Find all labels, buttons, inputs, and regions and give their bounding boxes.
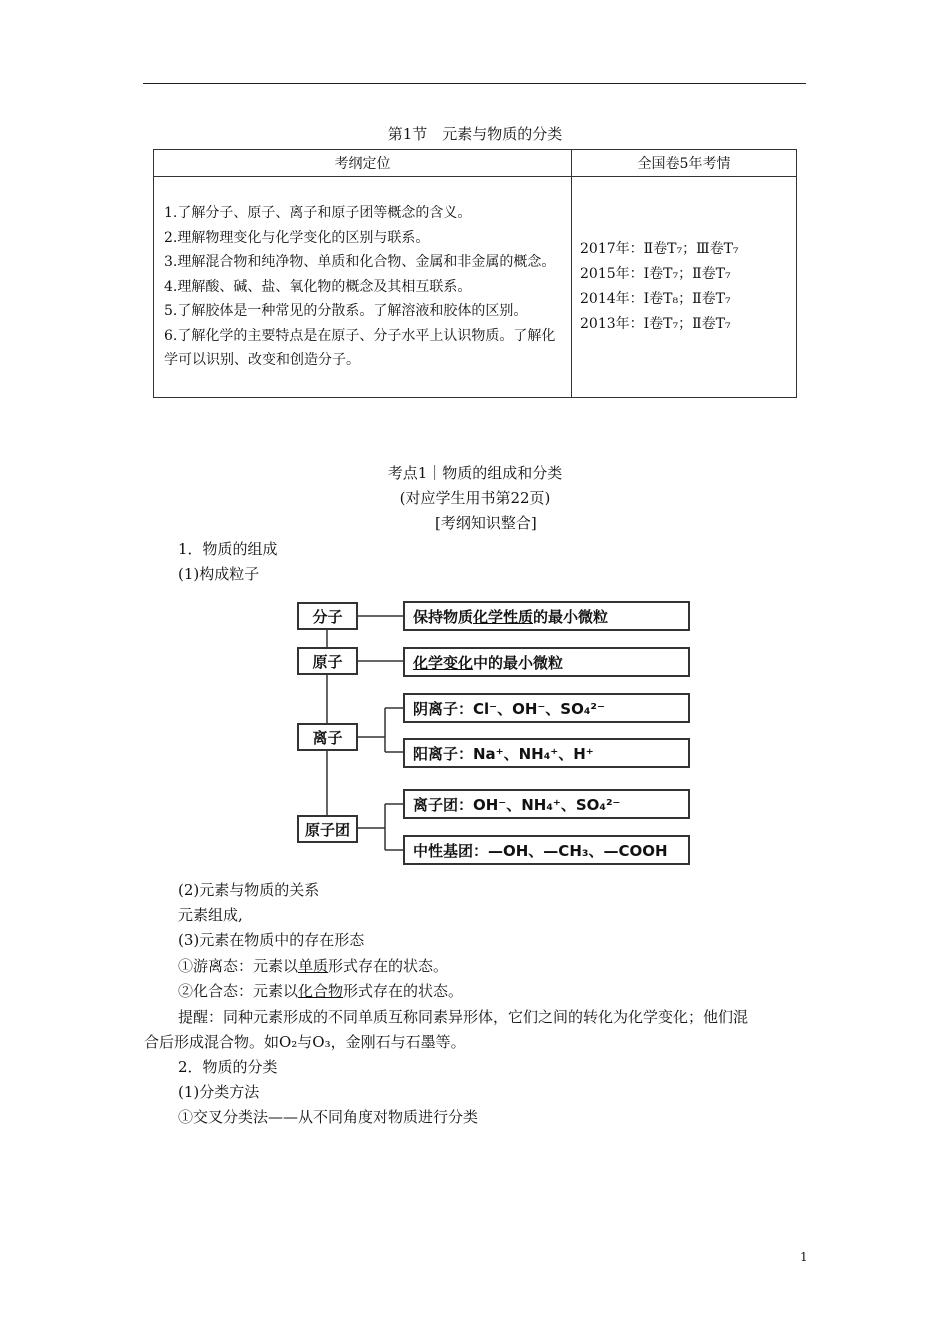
combined-state: [178, 980, 463, 1001]
heading-composition: 1．物质的组成: [178, 540, 278, 558]
section-heading: 考点1｜物质的组成和分类: [387, 464, 563, 482]
free-state-pre: ①游离态：元素以: [178, 957, 299, 975]
exam-item: 2014年：Ⅰ卷T₈；Ⅱ卷T₇: [580, 290, 731, 307]
box-anion: 阴离子：Cl⁻、OH⁻、SO₄²⁻: [403, 693, 690, 723]
requirements-cell: [154, 177, 572, 398]
combined-state-pre: ②化合态：元素以: [178, 982, 299, 1000]
box-cation: 阳离子：Na⁺、NH₄⁺、H⁺: [403, 738, 690, 768]
exam-item: 2017年：Ⅱ卷T₇；Ⅲ卷T₇: [580, 240, 739, 257]
combined-state-term: 化合物: [298, 982, 344, 1000]
box-atomic-group: 原子团: [297, 815, 358, 843]
subheading-methods: (1)分类方法: [178, 1083, 260, 1101]
atom-def-post: 中的最小微粒: [473, 653, 564, 672]
requirement-item: 5.了解胶体是一种常见的分散系。了解溶液和胶体的区别。: [164, 303, 528, 319]
atom-def-underlined: 化学变化: [413, 653, 474, 672]
free-state-term: 单质: [298, 957, 329, 975]
box-atom-def: [403, 647, 690, 677]
requirement-item: 3.理解混合物和纯净物、单质和化合物、金属和非金属的概念。: [164, 254, 556, 270]
box-molecule-def: [403, 601, 690, 631]
section-tag: [考纲知识整合]: [435, 514, 537, 532]
requirement-item: 2.理解物理变化与化学变化的区别与联系。: [164, 229, 430, 246]
page-title: 第1节 元素与物质的分类: [387, 125, 563, 143]
free-state-post: 形式存在的状态。: [328, 957, 449, 975]
heading-classification: 2．物质的分类: [178, 1058, 278, 1076]
cross-classification: ①交叉分类法——从不同角度对物质进行分类: [178, 1108, 479, 1126]
exam-item: 2013年：Ⅰ卷T₇；Ⅱ卷T₇: [580, 315, 731, 332]
element-composition: 元素组成,: [178, 906, 243, 924]
requirement-item: 1.了解分子、原子、离子和原子团等概念的含义。: [164, 205, 472, 221]
requirement-item: 6.了解化学的主要特点是在原子、分子水平上认识物质。了解化学可以识别、改变和创造分子。: [164, 327, 556, 368]
molecule-def-underlined: 化学性质: [473, 607, 534, 626]
exam-item: 2015年：Ⅰ卷T₇；Ⅱ卷T₇: [580, 265, 731, 282]
box-ion: 离子: [297, 723, 358, 751]
free-state: [178, 955, 448, 976]
molecule-def-post: 的最小微粒: [533, 607, 609, 626]
section-subheading: (对应学生用书第22页): [399, 489, 551, 507]
box-ion-group: 离子团：OH⁻、NH₄⁺、SO₄²⁻: [403, 789, 690, 819]
syllabus-table: [153, 149, 797, 398]
subheading-element-relation: (2)元素与物质的关系: [178, 881, 320, 899]
box-molecule: 分子: [297, 602, 358, 630]
table-header-syllabus: 考纲定位: [154, 150, 572, 177]
box-atom: 原子: [297, 647, 358, 675]
requirement-item: 4.理解酸、碱、盐、氧化物的概念及其相互联系。: [164, 278, 472, 295]
combined-state-post: 形式存在的状态。: [343, 982, 464, 1000]
subheading-particles: (1)构成粒子: [178, 565, 260, 583]
header-rule: [143, 83, 806, 84]
reminder-line-2: 合后形成混合物。如O₂与O₃，金刚石与石墨等。: [144, 1033, 466, 1051]
table-header-exams: 全国卷5年考情: [572, 150, 797, 177]
subheading-existence-form: (3)元素在物质中的存在形态: [178, 931, 365, 949]
molecule-def-pre: 保持物质: [413, 607, 474, 626]
reminder-line-1: 提醒：同种元素形成的不同单质互称同素异形体，它们之间的转化为化学变化；他们混: [178, 1008, 749, 1026]
box-neutral-group: 中性基团：—OH、—CH₃、—COOH: [403, 835, 690, 865]
exams-cell: [572, 177, 797, 398]
page-number: 1: [800, 1250, 808, 1264]
